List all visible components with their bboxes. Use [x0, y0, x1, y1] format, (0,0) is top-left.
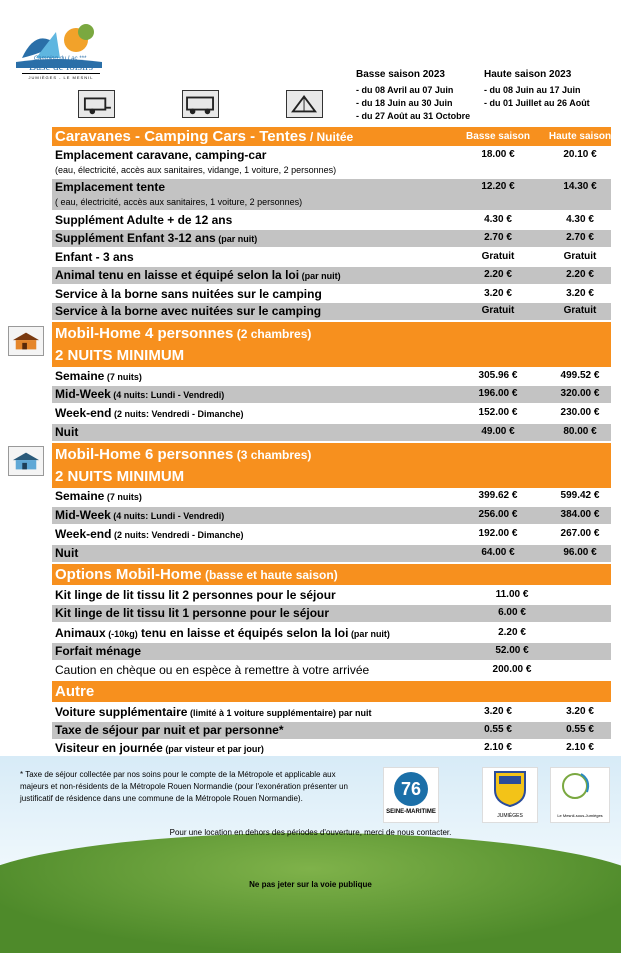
- options-title-row: Options Mobil-Home (basse et haute saison): [52, 564, 611, 585]
- jumieges-crest: JUMIÈGES: [482, 767, 538, 823]
- footer-hill: [0, 833, 621, 953]
- date-range: - du 08 Avril au 07 Juin: [356, 85, 454, 95]
- mesnil-logo: Le Mesnil-sous-Jumièges: [550, 767, 610, 823]
- date-range: - du 27 Août au 31 Octobre: [356, 111, 471, 121]
- logo-brand: Base de loisirs: [28, 61, 94, 73]
- table-row: Animal tenu en laisse et équipé selon la loi (par nuit) 2.20 € 2.20 €: [52, 267, 611, 284]
- autre-title-row: Autre: [52, 681, 611, 702]
- table-row: Nuit 49.00 € 80.00 €: [52, 424, 611, 441]
- camping-header: Caravanes - Camping Cars - Tentes / Nuitée Basse saison Haute saison: [52, 127, 611, 146]
- contact-note: Pour une location en dehors des périodes d'ouverture, merci de nous contacter.: [169, 828, 452, 837]
- mobil-home-4-icon: [8, 326, 44, 356]
- table-row: Caution en chèque ou en espèce à remettre à votre arrivée 200.00 €: [55, 663, 532, 677]
- table-row: Voiture supplémentaire (limité à 1 voiture supplémentaire) par nuit 3.20 € 3.20 €: [55, 705, 594, 719]
- table-row: Forfait ménage 52.00 €: [52, 643, 611, 660]
- table-row: Visiteur en journée (par visteur et par jour) 2.10 € 2.10 €: [55, 741, 594, 755]
- table-row: Service à la borne avec nuitées sur le camping Gratuit Gratuit: [52, 303, 611, 320]
- date-range: - du 08 Juin au 17 Juin: [484, 85, 581, 95]
- date-range: - du 18 Juin au 30 Juin: [356, 98, 453, 108]
- mh6-minimum-row: 2 NUITS MINIMUM: [52, 466, 611, 488]
- mobil-home-6-icon: [8, 446, 44, 476]
- camping-car-icon: [182, 90, 219, 118]
- haute-saison-dates: Haute saison 2023 - du 08 Juin au 17 Juin - du 01 Juillet au 26 Août: [484, 69, 590, 108]
- date-range: - du 01 Juillet au 26 Août: [484, 98, 590, 108]
- tax-note: * Taxe de séjour collectée par nos soins pour le compte de la Métropole et applicable aux majeurs et non-résidents de la Métropole Rouen Normandie (pour l'exonération présenter un justificatif de résidence dans une commune de la Métropole Rouen Normandie).: [20, 770, 348, 803]
- leaf-icon: [551, 768, 609, 808]
- table-row: Week-end (2 nuits: Vendredi - Dimanche) 192.00 € 267.00 €: [55, 527, 600, 541]
- table-row: Emplacement tente 12.20 € 14.30 €: [52, 179, 611, 196]
- basse-saison-dates: Basse saison 2023 - du 08 Avril au 07 Juin - du 18 Juin au 30 Juin - du 27 Août au 31 Octobre: [356, 69, 471, 121]
- tent-icon: [286, 90, 323, 118]
- table-row: Nuit 64.00 € 96.00 €: [52, 545, 611, 562]
- table-row: Semaine (7 nuits) 305.96 € 499.52 €: [55, 369, 600, 383]
- table-row: Service à la borne sans nuitées sur le camping 3.20 € 3.20 €: [55, 287, 594, 301]
- seine-maritime-logo: 76 SEINE-MARITIME: [383, 767, 439, 823]
- table-row: Mid-Week (4 nuits: Lundi - Vendredi) 256.00 € 384.00 €: [52, 507, 611, 524]
- logo-tagline: Camping du Lac ***: [33, 56, 87, 62]
- table-row: Mid-Week (4 nuits: Lundi - Vendredi) 196.00 € 320.00 €: [52, 386, 611, 403]
- table-row: Emplacement caravane, camping-car 18.00 € 20.10 €: [55, 148, 597, 162]
- crest-icon: [483, 768, 537, 808]
- table-row: Week-end (2 nuits: Vendredi - Dimanche) 152.00 € 230.00 €: [55, 406, 600, 420]
- mh4-minimum-row: 2 NUITS MINIMUM: [52, 345, 611, 367]
- table-row: Supplément Adulte + de 12 ans 4.30 € 4.30 €: [55, 213, 594, 227]
- table-row: Kit linge de lit tissu lit 1 personne pour le séjour 6.00 €: [52, 605, 611, 622]
- logo-town: JUMIÈGES - LE MESNIL: [22, 73, 100, 80]
- table-row: Semaine (7 nuits) 399.62 € 599.42 €: [55, 489, 600, 503]
- caravan-icon: [78, 90, 115, 118]
- mh4-title-row: Mobil-Home 4 personnes (2 chambres): [52, 322, 611, 345]
- table-row: Enfant - 3 ans Gratuit Gratuit: [55, 250, 597, 264]
- table-row: Kit linge de lit tissu lit 2 personnes pour le séjour 11.00 €: [55, 588, 529, 602]
- table-row: Taxe de séjour par nuit et par personne* 0.55 € 0.55 €: [52, 722, 611, 739]
- disposal-note: Ne pas jeter sur la voie publique: [249, 880, 372, 889]
- table-row: Animaux (-10kg) tenu en laisse et équipés selon la loi (par nuit) 2.20 €: [55, 626, 526, 640]
- table-row-note: (eau, électricité, accès aux sanitaires, vidange, 1 voiture, 2 personnes): [55, 165, 337, 175]
- table-row: Supplément Enfant 3-12 ans (par nuit) 2.70 € 2.70 €: [52, 230, 611, 247]
- mh6-title-row: Mobil-Home 6 personnes (3 chambres): [52, 443, 611, 466]
- table-row-note: ( eau, électricité, accès aux sanitaires, 1 voiture, 2 personnes): [52, 196, 611, 210]
